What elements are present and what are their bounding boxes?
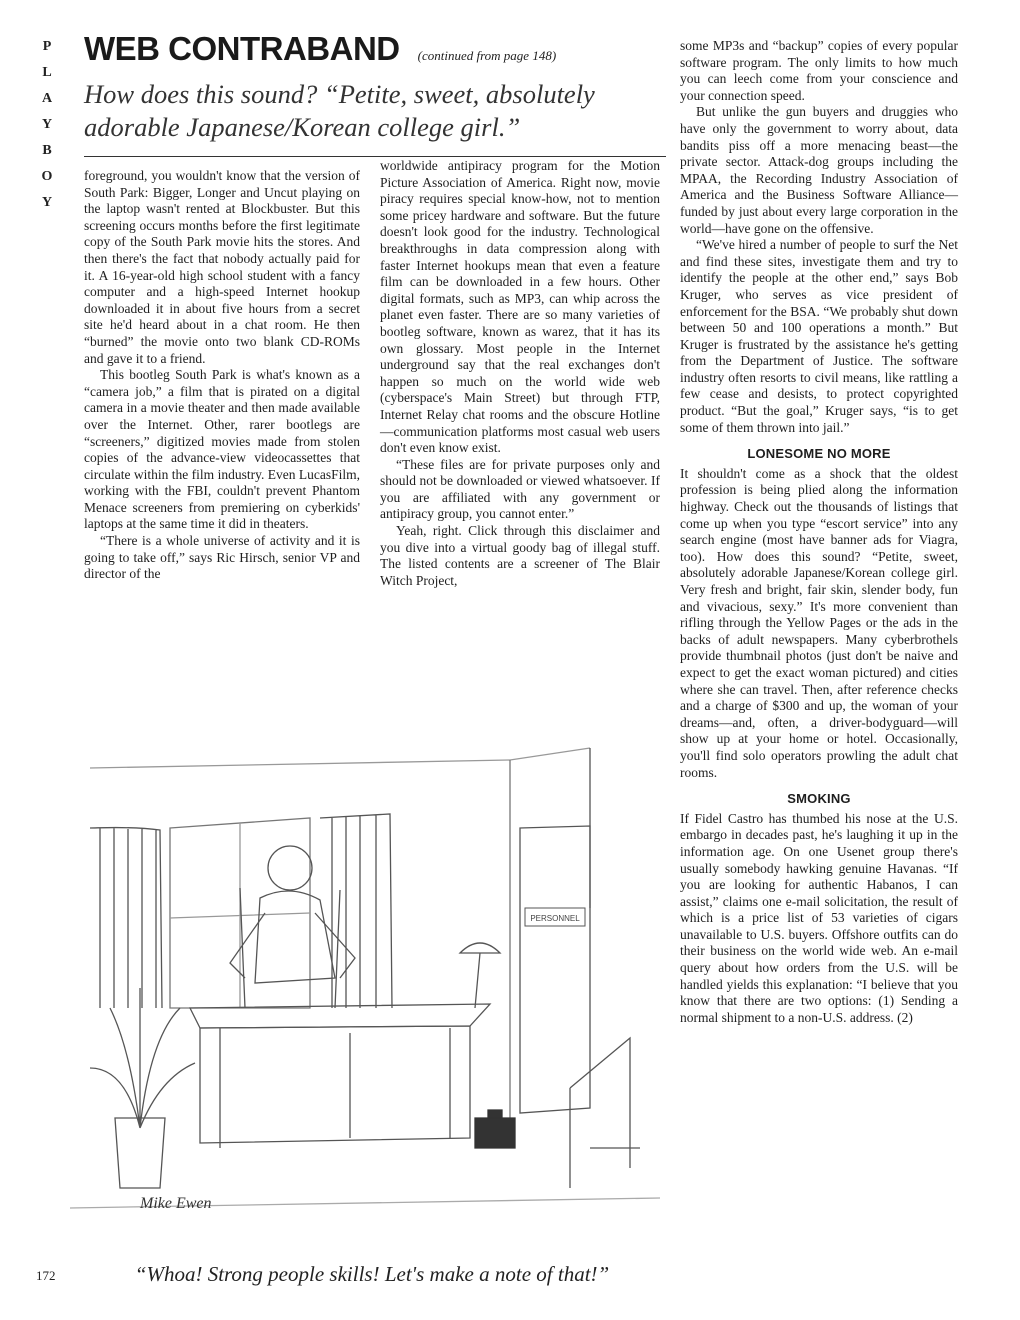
column-3 xyxy=(680,38,958,1026)
artist-signature: Mike Ewen xyxy=(140,1195,212,1212)
paragraph: This bootleg South Park is what's known as a “camera job,” a film that is pirated on a digital camera in a movie theater and then made available over the Internet. Other, rarer bootlegs are “screeners,” digitized movies made from stolen copies of the advance-view videocassettes that circulate within the film industry. Even LucasFilm, working with the FBI, couldn't prevent Phantom Menace screeners from premiering on cyberkids' laptops at the same time it did in theaters. xyxy=(84,367,360,532)
cartoon-caption: “Whoa! Strong people skills! Let's make a note of that!” xyxy=(134,1262,610,1286)
paragraph: “We've hired a number of people to surf the Net and find these sites, investigate them and try to identify the people at the other end,” says Bob Kruger, who serves as vice president of enforcement for the BSA. “We probably shut down between 50 and 100 operations a month.” But Kruger is frustrated by the assistance he's getting from the Department of Justice. The software industry often resorts to civil means, like rattling a few cease and desists, to protect copyrighted product. “But the goal,” Kruger says, “is to get some of them thrown into jail.” xyxy=(680,237,958,435)
column-2 xyxy=(380,158,660,589)
paragraph: “These files are for private purposes only and should not be downloaded or viewed whatsoever. If you are affiliated with any government or antipiracy group, you cannot enter.” xyxy=(380,456,660,522)
subheading-lonesome: LONESOME NO MORE xyxy=(747,446,891,462)
pull-quote: How does this sound? “Petite, sweet, absolutely adorable Japanese/Korean college girl.” xyxy=(84,79,595,142)
paragraph: Yeah, right. Click through this disclaimer and you dive into a virtual goody bag of illegal stuff. The listed contents are a screener of The Blair Witch Project, xyxy=(380,523,660,588)
vertical-letter: O xyxy=(41,169,53,184)
continued-note: (continued from page 148) xyxy=(417,48,557,63)
paragraph: worldwide antipiracy program for the Motion Picture Association of America. Right now, movie piracy requires special know-how, not to mention some pricey hardware and software. But the future doesn't look good for the industry. Technological breakthroughs in data compression along with faster Internet hookups mean that even a feature film can be downloaded in a few hours. Other digital formats, such as MP3, can whip across the planet even faster. There are so many varieties of bootleg software, known as warez, that it has its own glossary. Most people in the Internet underground say that the real exchanges don't happen so much on the world wide web (cyberspace's Main Street) but through FTP, Internet Relay chat rooms and the obscure Hotline—communication platforms most casual web users don't even know exist. xyxy=(380,158,660,456)
subheading-smoking: SMOKING xyxy=(787,791,851,807)
vertical-letter: P xyxy=(42,39,52,54)
vertical-letter: A xyxy=(41,91,53,106)
vertical-letter: Y xyxy=(41,195,53,210)
door-sign: PERSONNEL xyxy=(530,914,580,923)
paragraph: “There is a whole universe of activity and it is going to take off,” says Ric Hirsch, senior VP and director of the xyxy=(84,533,360,582)
vertical-letter: Y xyxy=(41,117,53,132)
magazine-vertical-title xyxy=(36,34,58,216)
vertical-letter: L xyxy=(42,65,52,80)
section-header xyxy=(84,30,664,68)
paragraph: But unlike the gun buyers and druggies who have only the government to worry about, data bandits piss off a more menacing beast—the private sector. Attack-dog groups including the MPAA, the Recording Industry Association of America and the Business Software Alliance—funded by just about every large corporation in the world—have gone on the offensive. xyxy=(680,104,958,236)
paragraph: If Fidel Castro has thumbed his nose at the U.S. embargo in decades past, he's laughing it up in the information age. On one Usenet group there's usually somebody hawking genuine Havanas. “If you are looking for authentic Habanos, I can assist,” claims one e-mail solicitation, the result of which is a price list of 53 varieties of cigars unavailable to U.S. buyers. Offshore outfits can do their business on the world wide web. An e-mail query about how orders from the U.S. will be handled yields this explanation: “I believe that you know that there are two options: (1) Sending a normal shipment to a non-U.S. address. (2) xyxy=(680,810,958,1025)
page-number: 172 xyxy=(36,1268,56,1283)
header-rule xyxy=(84,156,666,157)
cartoon-illustration xyxy=(70,708,660,1248)
column-1 xyxy=(84,168,360,583)
section-title: WEB CONTRABAND xyxy=(84,30,400,67)
vertical-letter: B xyxy=(42,143,52,158)
paragraph: foreground, you wouldn't know that the version of South Park: Bigger, Longer and Uncut playing on the laptop wasn't rented at Blockbuster. But this screening occurs months before the first legitimate copy of the South Park movie hits the stores. And then there's the fact that nobody actually paid for it. A 16-year-old high school student with a fancy computer and a high-speed Internet hookup downloaded it in about five hours from a secret site he'd heard about in a chat room. He then “burned” the movie onto two blank CD-ROMs and gave it to a friend. xyxy=(84,168,360,366)
paragraph: some MP3s and “backup” copies of every popular software program. The only limits to how much you can leech come from your conscience and your connection speed. xyxy=(680,38,958,103)
paragraph: It shouldn't come as a shock that the oldest profession is being plied along the information highway. Check out the thousands of listings that come up when you type “escort service” into any search engine (most have banner ads for Viagra, too). How does this sound? “Petite, sweet, absolutely adorable Japanese/Korean college girl. Very fresh and bright, fair skin, slender body, fun and vivacious, sexy.” It's more convenient than rifling through the Yellow Pages or the ads in the backs of adult newspapers. Many cyberbrothels provide thumbnail photos (just don't be naive and expect to get the exact woman pictured) and cities where she can travel. Then, after reference checks and a charge of $300 and up, the woman of your dreams—and, often, a driver-bodyguard—will show up at your home or hotel. Occasionally, you'll find solo operators prowling the adult chat rooms. xyxy=(680,465,958,780)
